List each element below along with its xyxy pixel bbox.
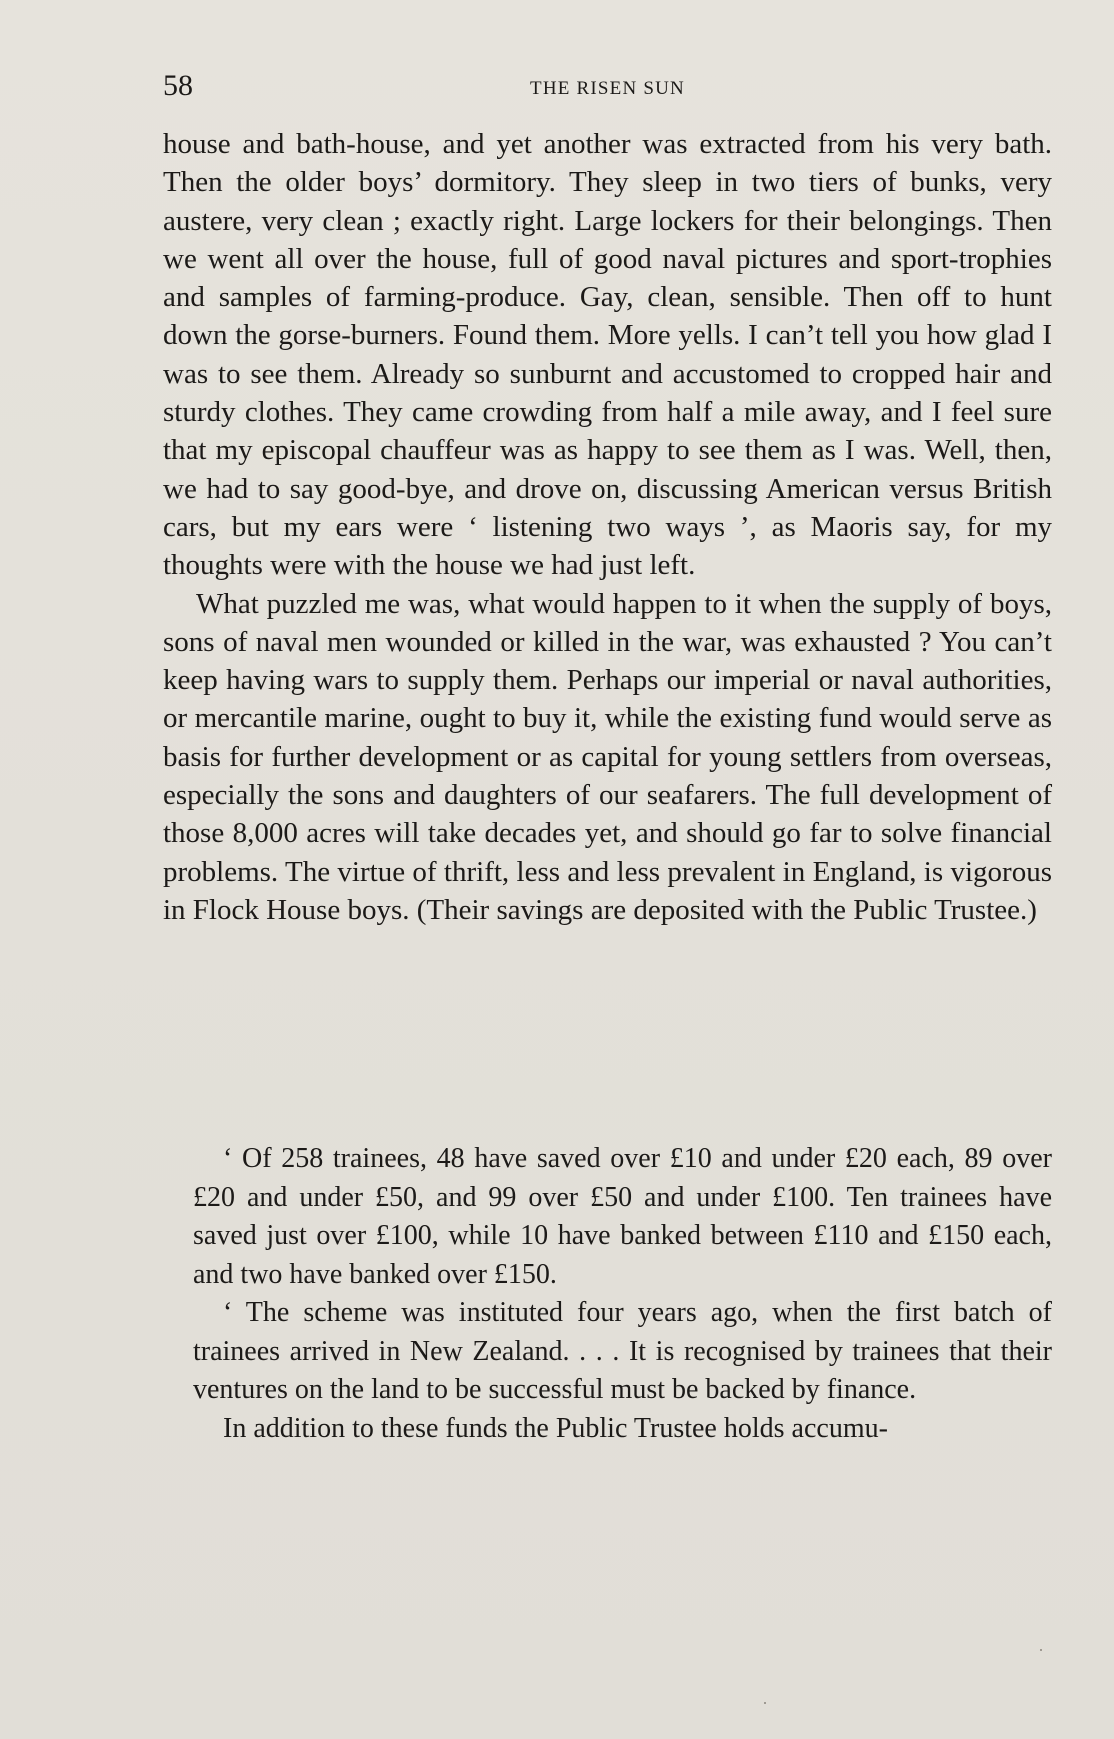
page-header [163,66,1052,106]
page-speck [764,1702,766,1704]
paragraph-thrift: What puzzled me was, what would happen to it when the supply of boys, sons of naval men wounded or killed in the war, was exhausted ? You can’t keep having wars to supply them. Perhaps our imperial or naval authorities, or mercantile marine, ought to buy it, while the existing fund would serve as basis for further development or as capital for young settlers from overseas, especially the sons and daughters of our seafarers. The full development of those 8,000 acres will take decades yet, and should go far to solve financial problems. The virtue of thrift, less and less prevalent in England, is vigorous in Flock House boys. (Their savings are deposited with the Public Trustee.) [163,587,1052,926]
paragraph-continued: house and bath-house, and yet another was extracted from his very bath. Then the older boys’ dormitory. They sleep in two tiers of bunks, very austere, very clean ; exactly right. Large lockers for their belongings. Then we went all over the house, full of good naval pictures and sport-trophies and samples of farming-produce. Gay, clean, sensible. Then off to hunt down the gorse-burners. Found them. More yells. I can’t tell you how glad I was to see them. Already so sunburnt and accustomed to cropped hair and sturdy clothes. They came crowding from half a mile away, and I feel sure that my episcopal chauffeur was as happy to see them as I was. Well, then, we had to say good-bye, and drove on, discussing American versus British cars, but my ears were ‘ listening two ways ’, as Maoris say, for my thoughts were with the house we had just left. [163,128,1052,582]
page-number: 58 [163,69,193,102]
running-title: THE RISEN SUN [530,78,685,99]
paragraph-public-trustee: In addition to these funds the Public Trustee holds accumu- [223,1412,888,1444]
quote-paragraph-savings: ‘ Of 258 trainees, 48 have saved over £10 and under £20 each, 89 over £20 and under £50, and 99 over £50 and under £100. Ten trainees have saved just over £100, while 10 have banked between £110 and £150 each, and two have banked over £150. [193,1143,1052,1290]
page-speck [1040,1649,1042,1651]
quote-paragraph-scheme: ‘ The scheme was instituted four years ago, when the first batch of trainees arrived in New Zealand. . . . It is recognised by trainees that their ventures on the land to be successful must be backed by finance. [193,1297,1052,1405]
main-text [163,125,1052,929]
block-quote [193,1140,1052,1448]
